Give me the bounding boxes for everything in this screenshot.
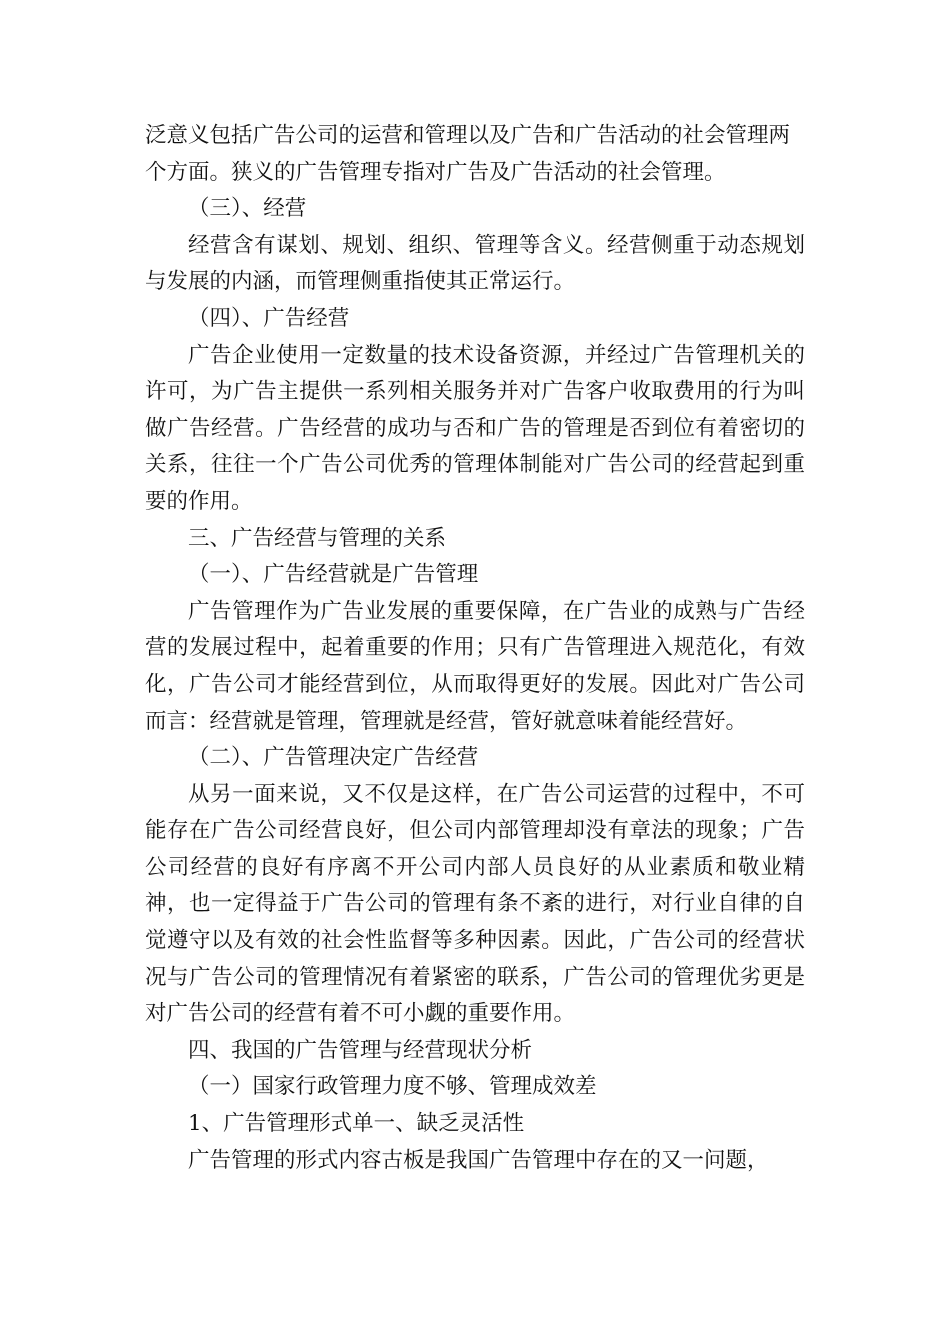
subsection-heading-operation-is-management: （一）、广告经营就是广告管理 <box>188 562 479 588</box>
paragraph-operation-is-management: 广告管理作为广告业发展的重要保障，在广告业的成熟与广告经营的发展过程中，起着重要的作用；只有广告管理进入规范化，有效化，广告公司才能经营到位，从而取得更好的发展。因此对广告公司而言：经营就是管理，管理就是经营，管好就意味着能经营好。 <box>145 598 805 734</box>
paragraph-management-decides: 从另一面来说，又不仅是这样，在广告公司运营的过程中，不可能存在广告公司经营良好，但公司内部管理却没有章法的现象；广告公司经营的良好有序离不开公司内部人员良好的从业素质和敬业精神，也一定得益于广告公司的管理有条不紊的进行，对行业自律的自觉遵守以及有效的社会性监督等多种因素。因此，广告公司的经营状况与广告公司的管理情况有着紧密的联系，广告公司的管理优劣更是对广告公司的经营有着不可小觑的重要作用。 <box>145 781 805 1027</box>
section-heading-relationship: 三、广告经营与管理的关系 <box>188 525 447 551</box>
section-heading-ad-operation: （四）、广告经营 <box>188 305 350 331</box>
subsection-heading-administration: （一）国家行政管理力度不够、管理成效差 <box>188 1074 597 1100</box>
paragraph-single-form: 广告管理的形式内容古板是我国广告管理中存在的又一问题， <box>188 1147 769 1173</box>
paragraph-operation: 经营含有谋划、规划、组织、管理等含义。经营侧重于动态规划与发展的内涵，而管理侧重指使其正常运行。 <box>145 232 805 295</box>
section-heading-operation: （三）、经营 <box>188 196 307 222</box>
paragraph-ad-operation: 广告企业使用一定数量的技术设备资源，并经过广告管理机关的许可，为广告主提供一系列相关服务并对广告客户收取费用的行为叫做广告经营。广告经营的成功与否和广告的管理是否到位有着密切的关系，往往一个广告公司优秀的管理体制能对广告公司的经营起到重要的作用。 <box>145 342 805 514</box>
subsection-heading-single-form: 1、广告管理形式单一、缺乏灵活性 <box>188 1111 525 1137</box>
subsection-heading-management-decides: （二）、广告管理决定广告经营 <box>188 745 479 771</box>
section-heading-status-analysis: 四、我国的广告管理与经营现状分析 <box>188 1037 533 1063</box>
paragraph-continuation: 泛意义包括广告公司的运营和管理以及广告和广告活动的社会管理两个方面。狭义的广告管理专指对广告及广告活动的社会管理。 <box>145 123 791 185</box>
document-page <box>145 118 805 1179</box>
